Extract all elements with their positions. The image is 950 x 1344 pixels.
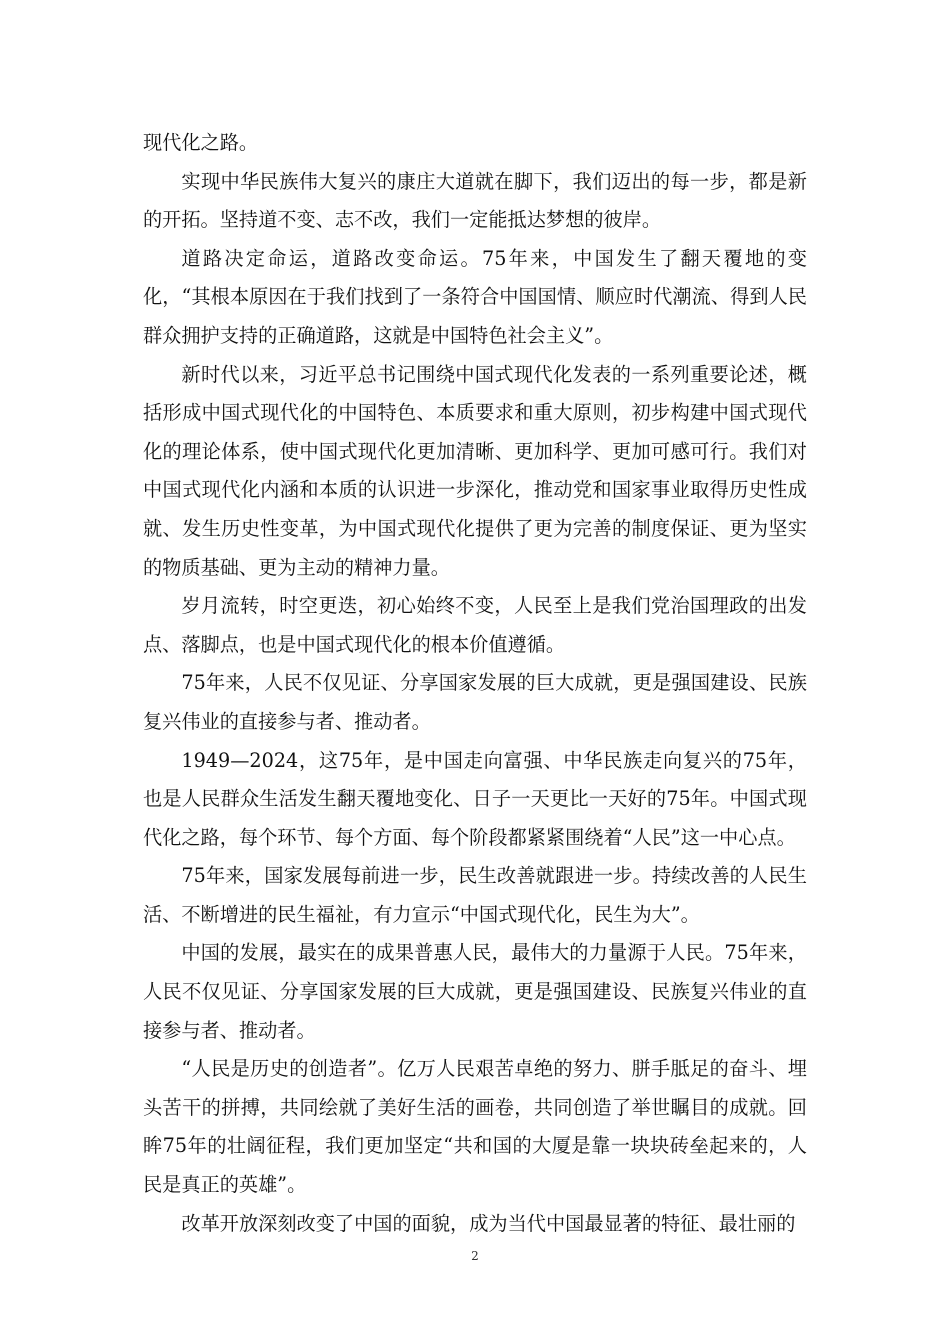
- paragraph-10: “人民是历史的创造者”。亿万人民艰苦卓绝的努力、胼手胝足的奋斗、埋头苦干的拼搏，共同绘就了美好生活的画卷，共同创造了举世瞩目的成就。回眸75年的壮阔征程，我们更加坚定“共和国的大厦是靠一块块砖垒起来的，人民是真正的英雄”。: [143, 1057, 807, 1197]
- paragraph-4: 新时代以来，习近平总书记围绕中国式现代化发表的一系列重要论述，概括形成中国式现代化的中国特色、本质要求和重大原则，初步构建中国式现代化的理论体系，使中国式现代化更加清晰、更加科学、更加可感可行。我们对中国式现代化内涵和本质的认识进一步深化，推动党和国家事业取得历史性成就、发生历史性变革，为中国式现代化提供了更为完善的制度保证、更为坚实的物质基础、更为主动的精神力量。: [143, 362, 807, 579]
- paragraph-1: 现代化之路。: [143, 131, 259, 154]
- paragraph-2: 实现中华民族伟大复兴的康庄大道就在脚下，我们迈出的每一步，都是新的开拓。坚持道不变、志不改，我们一定能抵达梦想的彼岸。: [143, 169, 807, 232]
- body-text: [143, 124, 807, 1243]
- paragraph-3: 道路决定命运，道路改变命运。75年来，中国发生了翻天覆地的变化，“其根本原因在于我们找到了一条符合中国国情、顺应时代潮流、得到人民群众拥护支持的正确道路，这就是中国特色社会主义”。: [143, 246, 807, 347]
- paragraph-8: 75年来，国家发展每前进一步，民生改善就跟进一步。持续改善的人民生活、不断增进的民生福祉，有力宣示“中国式现代化，民生为大”。: [143, 864, 807, 926]
- paragraph-11: 改革开放深刻改变了中国的面貌，成为当代中国最显著的特征、最壮丽的: [181, 1211, 796, 1235]
- page-number: 2: [471, 1249, 479, 1263]
- paragraph-9: 中国的发展，最实在的成果普惠人民，最伟大的力量源于人民。75年来，人民不仅见证、分享国家发展的巨大成就，更是强国建设、民族复兴伟业的直接参与者、推动者。: [143, 941, 807, 1042]
- paragraph-5: 岁月流转，时空更迭，初心始终不变，人民至上是我们党治国理政的出发点、落脚点，也是中国式现代化的根本价值遵循。: [143, 594, 807, 656]
- paragraph-6: 75年来，人民不仅见证、分享国家发展的巨大成就，更是强国建设、民族复兴伟业的直接参与者、推动者。: [143, 671, 807, 733]
- paragraph-7: 1949—2024，这75年，是中国走向富强、中华民族走向复兴的75年，也是人民群众生活发生翻天覆地变化、日子一天更比一天好的75年。中国式现代化之路，每个环节、每个方面、每个阶段都紧紧围绕着“人民”这一中心点。: [143, 748, 807, 849]
